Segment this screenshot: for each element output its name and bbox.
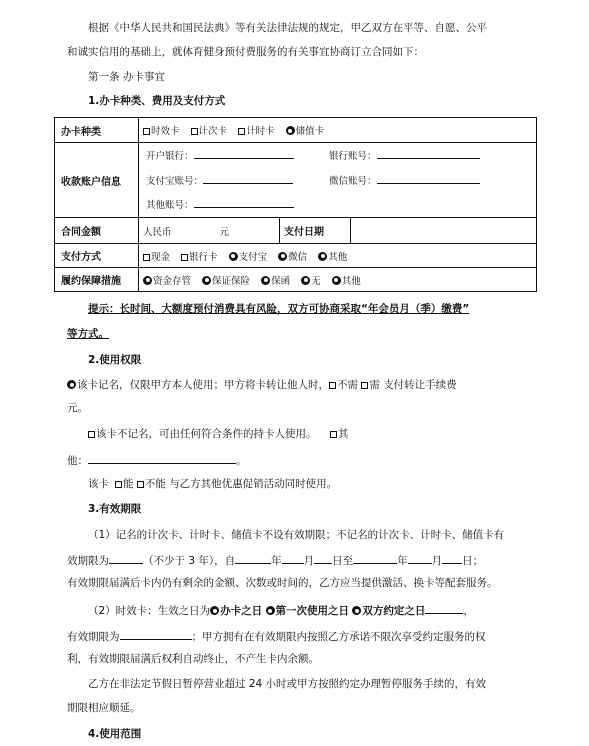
other-account-field[interactable]: [146, 197, 294, 211]
end-month-blank[interactable]: [408, 552, 432, 564]
intro-line-1: 根据《中华人民共和国民法典》等有关法律法规的规定，甲乙双方在平等、自愿、公平: [88, 22, 487, 34]
section-3-para-2-line-2: [67, 628, 486, 644]
wechat-field[interactable]: [329, 173, 480, 187]
year-label: 年: [271, 555, 282, 567]
pay-option-cash[interactable]: [143, 249, 170, 263]
alipay-blank: [203, 173, 293, 184]
checkbox-empty-icon[interactable]: [115, 481, 122, 488]
intro-line-2: 和诚实信用的基础上，就体育健身预付费服务的有关事宜协商订立合同如下：: [67, 46, 424, 58]
month-label: 月: [431, 555, 443, 567]
section-2-para-1: [67, 378, 457, 392]
pay-date-label: 支付日期: [280, 218, 351, 244]
card-type-option-count[interactable]: [191, 123, 228, 137]
section-3-para-3-line-2: 期限相应顺延。: [67, 702, 141, 714]
card-type-option-hours[interactable]: [238, 123, 275, 137]
checkbox-empty-icon[interactable]: [329, 382, 336, 389]
checked-radio-icon[interactable]: [266, 606, 275, 615]
currency-label: 人民币: [143, 226, 172, 238]
start-month-blank[interactable]: [282, 552, 304, 564]
section-3-para-2-line-3: 利，有效期限届满后权利自动终止，不产生卡内余额。: [67, 653, 319, 665]
section-3-title: 3.有效期限: [88, 503, 142, 515]
option-label: 保函: [271, 275, 291, 287]
option-label: 微信: [288, 251, 308, 263]
guarantee-options: [139, 268, 537, 292]
checkbox-empty-icon[interactable]: [330, 431, 337, 438]
para-text: 支付转让手续费: [383, 379, 457, 391]
wechat-label: 微信账号：: [329, 176, 377, 187]
guarantee-option-escrow[interactable]: [143, 273, 191, 287]
card-type-option-stored-value[interactable]: [286, 123, 325, 137]
notice-line-1: 提示：长时间、大额度预付消费具有风险，双方可协商采取“年会员月（季）缴费”: [88, 303, 470, 315]
day-to-label: 日至: [332, 555, 354, 567]
alipay-field[interactable]: [146, 173, 293, 187]
card-type-options: [139, 118, 537, 143]
pay-method-label: 支付方式: [55, 244, 139, 268]
option-label: 计次卡: [198, 126, 228, 137]
section-1-title: 1.办卡种类、费用及支付方式: [88, 95, 226, 107]
amount-label: 合同金额: [55, 218, 139, 244]
card-type-label: 办卡种类: [55, 118, 139, 143]
section-2-other-line: [67, 452, 247, 468]
card-type-option-time[interactable]: [143, 123, 180, 137]
start-day-blank[interactable]: [314, 552, 332, 564]
checked-radio-icon: [332, 276, 341, 285]
option-label: 时效卡: [151, 126, 180, 137]
option-label: 不能: [144, 478, 166, 490]
option-label: 不需: [337, 379, 358, 391]
checkbox-empty-icon: [181, 254, 188, 261]
wechat-blank: [377, 173, 480, 184]
guarantee-option-other[interactable]: [332, 273, 361, 287]
checkbox-empty-icon: [143, 128, 150, 135]
section-3-para-1-line-2: [67, 552, 483, 568]
option-label: 现金: [151, 251, 171, 263]
para-text: （2）时效卡：生效之日为: [88, 605, 211, 617]
period-blank[interactable]: [109, 552, 143, 564]
option-label: 无: [311, 275, 321, 287]
option-label: 第一次使用之日: [275, 605, 350, 617]
card-info-table: [54, 117, 537, 292]
checked-radio-icon[interactable]: [210, 606, 219, 615]
para-text: 有效期限为: [67, 631, 120, 643]
checked-radio-icon: [229, 252, 238, 261]
option-label: 银行卡: [189, 251, 218, 263]
section-3-para-3-line-1: 乙方在非法定节假日暂停营业超过 24 小时或甲方按照约定办理暂停服务手续的，有效: [88, 678, 487, 690]
other-account-blank: [194, 197, 294, 208]
guarantee-label: 履约保障措施: [55, 268, 139, 292]
bank-label: 开户银行：: [146, 151, 194, 162]
checkbox-empty-icon[interactable]: [137, 481, 144, 488]
checked-radio-icon: [318, 252, 327, 261]
option-label: 双方约定之日: [362, 605, 426, 617]
checkbox-empty-icon: [191, 128, 198, 135]
checked-radio-icon: [202, 276, 211, 285]
option-label: 计时卡: [246, 126, 275, 137]
pay-method-options: [139, 244, 537, 268]
bank-account-label: 银行账号：: [329, 151, 377, 162]
para-text: ，: [463, 605, 474, 617]
agreed-date-blank[interactable]: [425, 602, 463, 614]
pay-option-alipay[interactable]: [229, 249, 268, 263]
option-label: 办卡之日: [220, 605, 263, 617]
section-3-para-2: [88, 602, 474, 618]
para-text: （不少于 3 年），自: [143, 555, 236, 567]
option-label: 其他: [328, 251, 348, 263]
pay-option-wechat[interactable]: [278, 249, 307, 263]
checkbox-empty-icon[interactable]: [361, 382, 368, 389]
account-info-label: 收款账户信息: [55, 143, 139, 218]
option-label: 其: [337, 428, 349, 440]
option-label: 能: [123, 478, 134, 490]
option-label: 支付宝: [238, 251, 268, 263]
bank-blank: [194, 148, 294, 159]
pay-option-bank-card[interactable]: [181, 249, 218, 263]
bank-account-blank: [377, 148, 480, 159]
para-text: 。: [236, 455, 247, 467]
section-2-para-3: [88, 477, 337, 491]
checked-radio-icon: [261, 276, 270, 285]
bank-account-field[interactable]: [329, 148, 480, 162]
section-3-para-1-line-1: （1）记名的计次卡、计时卡、储值卡不设有效期限；不记名的计次卡、计时卡、储值卡有: [88, 529, 505, 541]
pay-option-other[interactable]: [318, 249, 347, 263]
unit-label: 元: [219, 226, 230, 238]
option-label: 资金存管: [153, 275, 192, 287]
para-text: 效期限为: [67, 555, 109, 567]
alipay-label: 支付宝账号：: [146, 176, 204, 187]
section-3-para-1-line-3: 有效期限届满后卡内仍有剩余的金额、次数或时间的，乙方应当提供激活、换卡等配套服务。: [67, 577, 498, 589]
para-text: ；甲方拥有在有效期限内按照乙方承诺不限次享受约定服务的权: [191, 631, 486, 643]
para-text: 该卡记名，仅限甲方本人使用；甲方将卡转让他人时，: [77, 379, 329, 391]
pay-date-cell[interactable]: [351, 218, 537, 244]
article-1-title: 第一条 办卡事宜: [88, 71, 165, 83]
guarantee-option-letter[interactable]: [261, 273, 290, 287]
checkbox-empty-icon[interactable]: [88, 431, 95, 438]
section-2-para-1-cont: 元。: [67, 402, 88, 414]
checked-radio-icon: [143, 276, 152, 285]
option-label: 保证保险: [212, 275, 251, 287]
other-account-label: 其他账号：: [146, 200, 194, 211]
account-info-cell: [139, 143, 537, 218]
other-blank[interactable]: [88, 452, 236, 464]
guarantee-option-insurance[interactable]: [202, 273, 250, 287]
amount-cell[interactable]: [139, 218, 280, 244]
section-4-title: 4.使用范围: [88, 728, 142, 740]
option-label: 储值卡: [295, 126, 325, 137]
bank-field[interactable]: [146, 148, 294, 162]
end-day-blank[interactable]: [442, 552, 462, 564]
checkbox-empty-icon: [238, 128, 245, 135]
section-2-para-2: [88, 427, 348, 441]
guarantee-option-none[interactable]: [301, 273, 321, 287]
end-year-blank[interactable]: [353, 552, 397, 564]
start-year-blank[interactable]: [235, 552, 271, 564]
notice-line-2: 等方式。: [67, 328, 109, 340]
checked-radio-icon: [286, 126, 295, 135]
checked-radio-icon: [278, 252, 287, 261]
option-label: 其他: [341, 275, 361, 287]
year-label: 年: [397, 555, 408, 567]
validity-blank[interactable]: [120, 628, 192, 640]
month-label: 月: [303, 555, 315, 567]
checked-radio-icon[interactable]: [67, 380, 76, 389]
para-text: 该卡不记名，可由任何符合条件的持卡人使用。: [96, 428, 317, 440]
option-label: 需: [369, 379, 380, 391]
checkbox-empty-icon: [143, 254, 150, 261]
section-2-title: 2.使用权限: [88, 354, 142, 366]
checked-radio-icon: [301, 276, 310, 285]
para-text: 与乙方其他优惠促销活动同时使用。: [169, 478, 338, 490]
day-label: 日；: [462, 555, 484, 567]
para-text: 该卡: [88, 478, 109, 490]
option-label: 他：: [67, 455, 88, 467]
checked-radio-icon[interactable]: [352, 606, 361, 615]
